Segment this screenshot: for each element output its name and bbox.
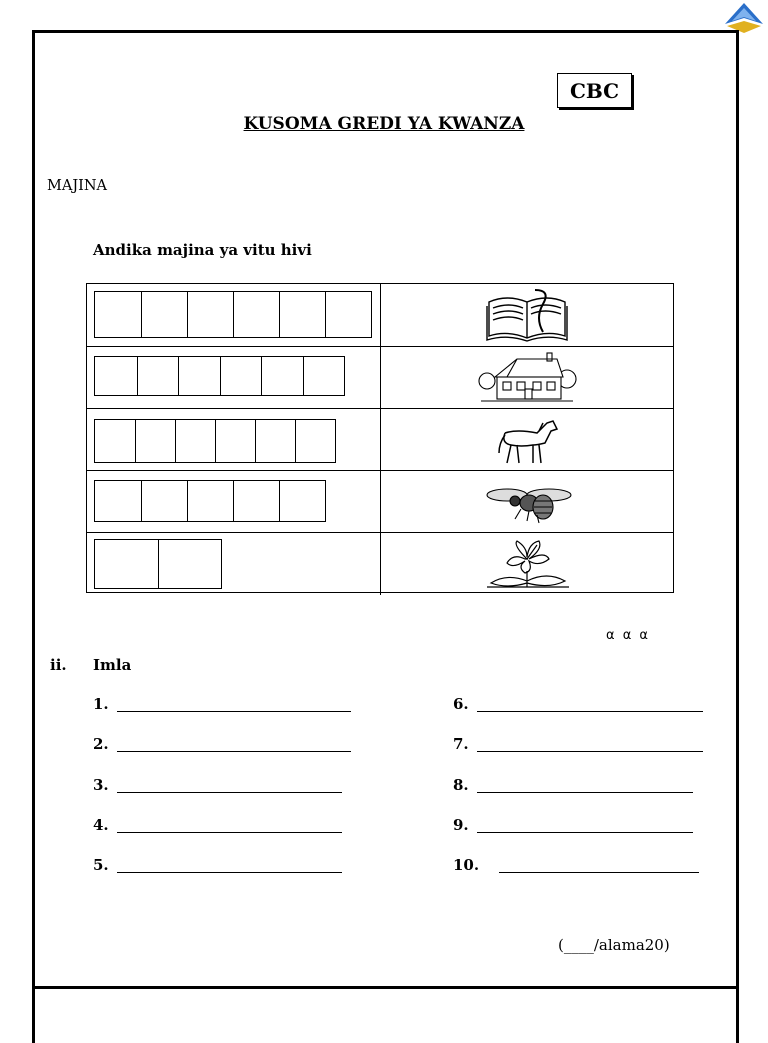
letter-box[interactable] (95, 357, 137, 395)
letter-box[interactable] (141, 481, 187, 521)
letter-box[interactable] (220, 357, 262, 395)
horse-icon (477, 413, 577, 467)
letter-box[interactable] (95, 292, 141, 337)
table-divider (380, 533, 381, 595)
naming-row (87, 408, 673, 471)
table-divider (380, 284, 381, 346)
flower-icon (477, 537, 577, 591)
letter-boxes (94, 419, 336, 463)
cbc-badge: CBC (557, 73, 632, 108)
section-number: ii. (50, 656, 67, 674)
dictation-answer-line[interactable] (117, 832, 342, 833)
letter-box[interactable] (233, 292, 279, 337)
dictation-answer-line[interactable] (117, 872, 342, 873)
dictation-number: 5. (93, 856, 109, 874)
letter-box[interactable] (187, 292, 233, 337)
naming-row (87, 532, 673, 595)
book-icon (477, 288, 577, 342)
stray-marks: α α α (606, 628, 650, 643)
letter-box[interactable] (215, 420, 255, 462)
letter-box[interactable] (178, 357, 220, 395)
letter-box[interactable] (95, 481, 141, 521)
section-i-instruction: Andika majina ya vitu hivi (93, 241, 312, 259)
naming-row (87, 346, 673, 409)
letter-box[interactable] (255, 420, 295, 462)
naming-row (87, 284, 673, 346)
dictation-number: 7. (453, 735, 469, 753)
bee-icon (477, 475, 577, 529)
letter-box[interactable] (295, 420, 335, 462)
section-title: Imla (93, 656, 132, 674)
dictation-number: 3. (93, 776, 109, 794)
score-total: (____/alama20) (558, 936, 670, 954)
letter-box[interactable] (325, 292, 371, 337)
letter-box[interactable] (261, 357, 303, 395)
dictation-answer-line[interactable] (117, 711, 351, 712)
letter-box[interactable] (141, 292, 187, 337)
letter-boxes (94, 356, 345, 396)
letter-box[interactable] (137, 357, 179, 395)
naming-row (87, 470, 673, 533)
letter-box[interactable] (175, 420, 215, 462)
letter-box[interactable] (233, 481, 279, 521)
dictation-answer-line[interactable] (499, 872, 699, 873)
naming-table (86, 283, 674, 593)
dictation-number: 6. (453, 695, 469, 713)
dictation-answer-line[interactable] (477, 832, 693, 833)
dictation-number: 8. (453, 776, 469, 794)
dictation-answer-line[interactable] (477, 751, 703, 752)
dictation-number: 10. (453, 856, 480, 874)
dictation-answer-line[interactable] (477, 792, 693, 793)
dictation-number: 1. (93, 695, 109, 713)
dictation-number: 2. (93, 735, 109, 753)
table-divider (380, 471, 381, 533)
letter-boxes (94, 291, 372, 338)
letter-box[interactable] (279, 292, 325, 337)
letter-box[interactable] (279, 481, 325, 521)
dictation-number: 4. (93, 816, 109, 834)
page-title: KUSOMA GREDI YA KWANZA (243, 114, 525, 134)
letter-box[interactable] (95, 540, 158, 588)
name-label: MAJINA (47, 178, 108, 194)
letter-box[interactable] (303, 357, 345, 395)
page-bottom-line (32, 986, 739, 989)
letter-box[interactable] (135, 420, 175, 462)
table-divider (380, 347, 381, 409)
dictation-answer-line[interactable] (117, 751, 351, 752)
dictation-number: 9. (453, 816, 469, 834)
house-icon (477, 351, 577, 405)
letter-boxes (94, 539, 222, 589)
letter-boxes (94, 480, 326, 522)
letter-box[interactable] (158, 540, 221, 588)
table-divider (380, 409, 381, 471)
letter-box[interactable] (95, 420, 135, 462)
letter-box[interactable] (187, 481, 233, 521)
dictation-answer-line[interactable] (117, 792, 342, 793)
dictation-answer-line[interactable] (477, 711, 703, 712)
